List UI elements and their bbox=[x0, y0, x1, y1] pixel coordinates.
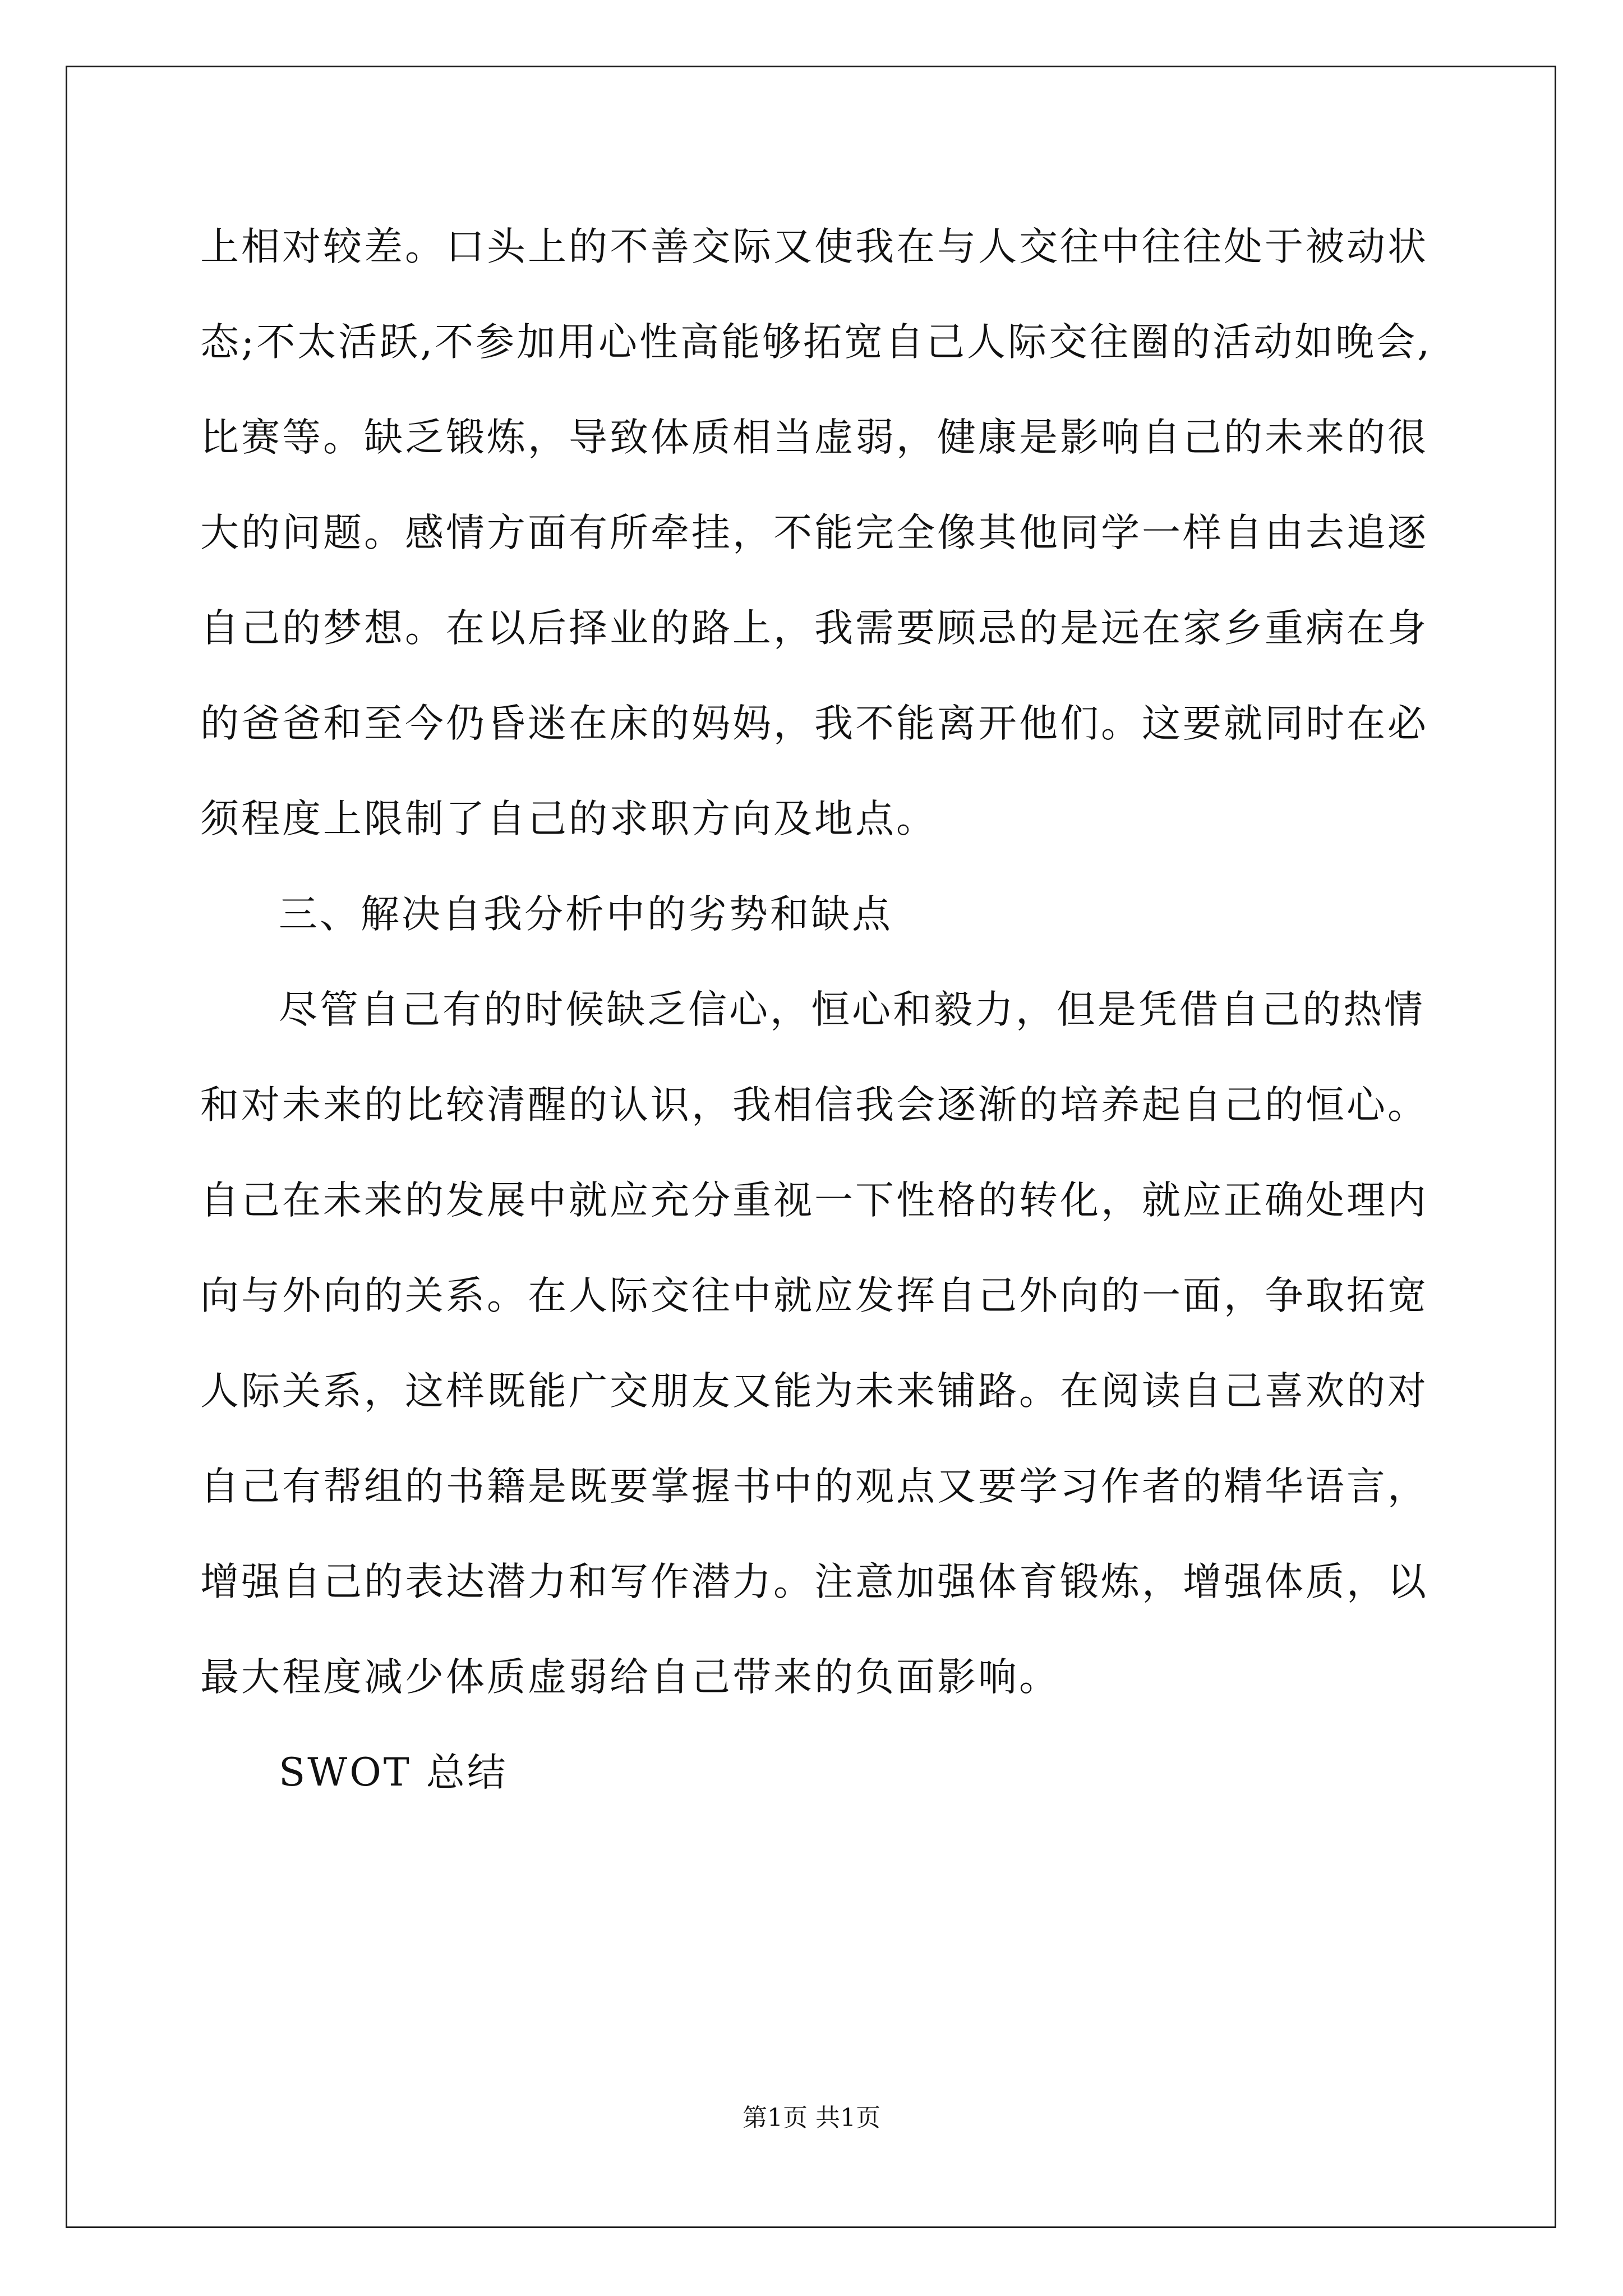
body-text-line: 上相对较差。口头上的不善交际又使我在与人交往中往往处于被动状 bbox=[200, 224, 1428, 269]
body-text-line: 自己的梦想。在以后择业的路上，我需要顾忌的是远在家乡重病在身 bbox=[200, 606, 1428, 651]
body-text-line: 向与外向的关系。在人际交往中就应发挥自己外向的一面，争取拓宽 bbox=[200, 1273, 1428, 1318]
body-text-line: 尽管自己有的时候缺乏信心，恒心和毅力，但是凭借自己的热情 bbox=[279, 987, 1425, 1032]
body-text-line: 最大程度减少体质虚弱给自己带来的负面影响。 bbox=[200, 1655, 1060, 1700]
body-text-line: 自己在未来的发展中就应充分重视一下性格的转化，就应正确处理内 bbox=[200, 1178, 1428, 1223]
body-text-line: 大的问题。感情方面有所牵挂，不能完全像其他同学一样自由去追逐 bbox=[200, 510, 1428, 555]
body-text-line: 比赛等。缺乏锻炼，导致体质相当虚弱，健康是影响自己的未来的很 bbox=[200, 415, 1428, 460]
body-text-line: 人际关系，这样既能广交朋友又能为未来铺路。在阅读自己喜欢的对 bbox=[200, 1369, 1428, 1414]
body-text-line: 自己有帮组的书籍是既要掌握书中的观点又要学习作者的精华语言， bbox=[200, 1464, 1428, 1509]
body-text-line: 的爸爸和至今仍昏迷在床的妈妈，我不能离开他们。这要就同时在必 bbox=[200, 701, 1428, 746]
body-text-line: 态;不太活跃,不参加用心性高能够拓宽自己人际交往圈的活动如晚会, bbox=[200, 320, 1432, 365]
section-heading: SWOT 总结 bbox=[279, 1750, 508, 1795]
page-number-footer: 第1页 共1页 bbox=[743, 2104, 880, 2132]
page-border bbox=[66, 66, 1556, 2228]
body-text-line: 和对未来的比较清醒的认识，我相信我会逐渐的培养起自己的恒心。 bbox=[200, 1083, 1428, 1128]
section-heading: 三、解决自我分析中的劣势和缺点 bbox=[279, 892, 893, 937]
body-text-line: 增强自己的表达潜力和写作潜力。注意加强体育锻炼，增强体质，以 bbox=[200, 1559, 1428, 1604]
body-text-line: 须程度上限制了自己的求职方向及地点。 bbox=[200, 797, 937, 841]
